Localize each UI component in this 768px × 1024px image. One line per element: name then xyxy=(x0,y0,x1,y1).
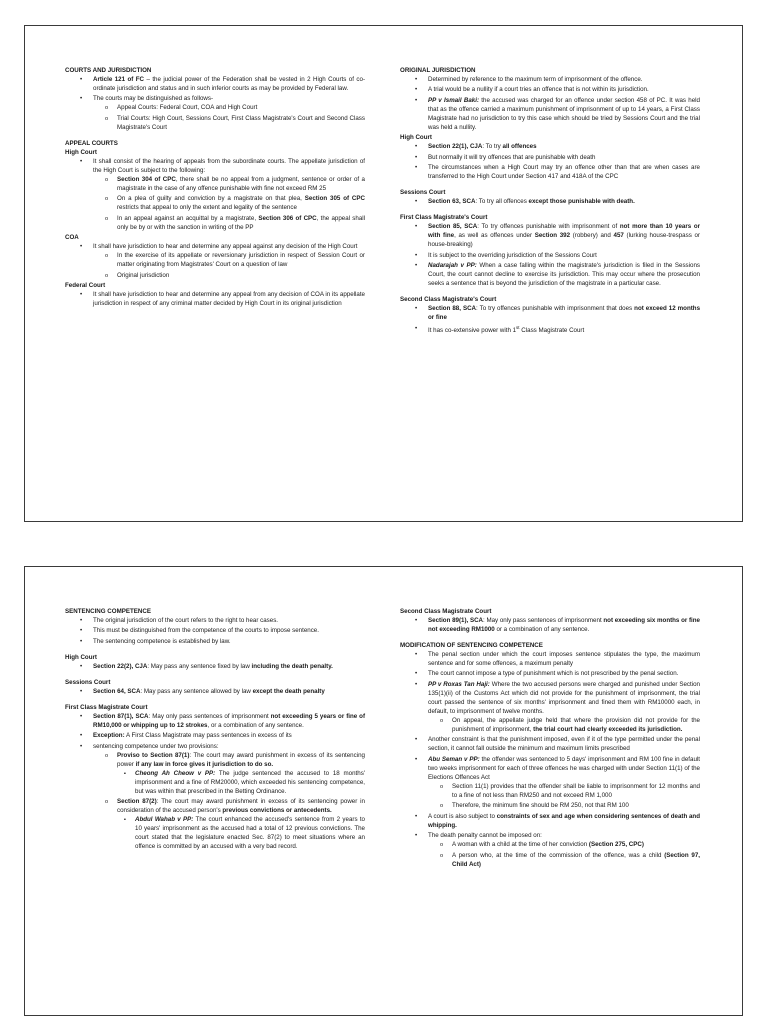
page2-right-column xyxy=(400,608,700,871)
item-text: It shall have jurisdiction to hear and determine any appeal against any decision of the High Court xyxy=(93,243,358,251)
bold-text: not exceed 12 months or fine xyxy=(428,305,701,322)
bold-ref: Section 22(1), CJA xyxy=(428,143,483,151)
list-item xyxy=(400,617,700,635)
item-text: : The court may award punishment in excess of its sentencing power xyxy=(117,751,365,768)
item-text: A woman with a child at the time of her conviction xyxy=(452,841,589,849)
bold-ref: Proviso to Section 87(1) xyxy=(117,751,190,759)
heading-first-class-magistrate: First Class Magistrate Court xyxy=(65,703,148,711)
bold-text: all offences xyxy=(502,143,537,151)
bullet-list xyxy=(400,651,700,870)
bold-ref: Section 85, SCA xyxy=(428,223,478,231)
document-page-2 xyxy=(24,566,743,1016)
list-item xyxy=(400,198,700,207)
bullet-list xyxy=(400,198,700,207)
sub-item xyxy=(97,272,365,281)
list-item xyxy=(400,325,700,336)
bold-text: including the death penalty. xyxy=(251,662,333,670)
item-text: sentencing competence under two provisions: xyxy=(93,742,219,750)
sub-sub-item xyxy=(117,816,365,852)
sub-item xyxy=(97,798,365,852)
sub-item xyxy=(97,115,365,133)
page1-right-column xyxy=(400,67,700,337)
heading-sentencing-competence: SENTENCING COMPETENCE xyxy=(65,608,151,615)
list-item xyxy=(400,154,700,163)
bullet-list xyxy=(65,243,365,280)
item-text: Where the two accused persons were charged and punished under Section 135(1)(ii) of the Customs Act which did not provide for the punishment of imprisonment, the trial court passed the sentence of six months' imprisonment and fined them with RM10000 each, in default, to imprisonment of twelve months. xyxy=(428,680,700,715)
bold-text: not exceeding six months or fine not exceeding RM1000 xyxy=(428,616,701,633)
list-item xyxy=(400,223,700,250)
heading-coa: COA xyxy=(65,234,79,242)
bold-ref: Section 306 of CPC xyxy=(258,214,317,222)
bullet-list xyxy=(400,617,700,635)
list-item xyxy=(400,143,700,152)
item-text: (lurking house-trespass or house-breaking) xyxy=(428,232,700,249)
bold-ref: (Section 275, CPC) xyxy=(588,841,644,849)
bold-ref: Section 88, SCA xyxy=(428,305,477,313)
sub-sub-item xyxy=(117,770,365,797)
bold-ref: Section 392 xyxy=(534,232,571,240)
list-item xyxy=(400,832,700,869)
list-item xyxy=(400,813,700,831)
item-text: This must be distinguished from the competence of the courts to impose sentence. xyxy=(93,627,319,635)
item-text: the offender was sentenced to 5 days' imprisonment and RM 100 fine in default two weeks imprisonment for each of three offences he was charged with under Section 11(1) of the Elections Offences Act xyxy=(428,755,700,781)
heading-first-class-magistrate: First Class Magistrate's Court xyxy=(400,214,488,222)
item-text: The penal section under which the court imposes sentence stipulates the type, the maximum sentence and for some offences, a maximum penalty xyxy=(428,650,700,667)
list-item xyxy=(65,158,365,233)
heading-courts-and-jurisdiction: COURTS AND JURISDICTION xyxy=(65,67,152,74)
item-text: A First Class Magistrate may pass sentences in excess of its xyxy=(124,732,292,740)
bold-ref: Section 89(1), SCA xyxy=(428,616,484,624)
bullet-list xyxy=(65,617,365,647)
list-item xyxy=(65,627,365,636)
page1-left-column xyxy=(65,67,365,311)
item-text: The judge sentenced the accused to 18 months' imprisonment and a fine of RM20000, which exceeded his sentencing competence, but was within that prescribed in the Betting Ordinance. xyxy=(135,769,365,795)
bullet-list xyxy=(65,663,365,672)
item-text: A court is also subject to xyxy=(428,812,497,820)
item-text: It has co-extensive power with 1 xyxy=(428,326,517,334)
case-name: PP v Ismail Baki: xyxy=(428,96,479,104)
heading-modification-of-sentencing: MODIFICATION OF SENTENCING COMPETENCE xyxy=(400,641,543,649)
superscript: st xyxy=(516,324,520,330)
item-text: But normally it will try offences that are punishable with death xyxy=(428,153,596,161)
list-item xyxy=(400,76,700,85)
list-item xyxy=(400,164,700,182)
bold-text: not exceeding 5 years or fine of RM10,000 or whipping up to 12 strokes xyxy=(93,712,366,729)
item-text: the accused was charged for an offence under section 458 of PC. It was held that as the offence carried a maximum punishment of imprisonment of up to 14 years, a First Class Magistrate had no jurisdiction to try this case which should be tried by Sessions Court and the trial was held a nullity. xyxy=(428,96,700,131)
bold-text: if any law in force gives it jurisdiction to do so. xyxy=(135,760,274,768)
bold-text: Exception: xyxy=(93,732,125,740)
list-item xyxy=(65,76,365,94)
list-item xyxy=(65,291,365,309)
item-text: Appeal Courts: Federal Court, COA and High Court xyxy=(117,104,258,112)
bullet-list xyxy=(65,76,365,133)
item-text: Trial Courts: High Court, Sessions Court, First Class Magistrate's Court and Second Class Magistrate's Court xyxy=(117,114,365,131)
bold-ref: Section 304 of CPC xyxy=(117,175,176,183)
item-text: In the exercise of its appellate or reversionary jurisdiction in respect of Session Court or matter originating from Magistrates' Court on a question of law xyxy=(117,252,365,269)
bold-ref: Section 305 of CPC xyxy=(304,195,366,203)
item-text: (robbery) and xyxy=(570,232,614,240)
list-item xyxy=(400,681,700,735)
heading-federal-court: Federal Court xyxy=(65,282,106,290)
item-text: : May pass any sentence allowed by law xyxy=(140,687,253,695)
list-item xyxy=(65,713,365,731)
item-text: It shall consist of the hearing of appeals from the subordinate courts. The appellate jurisdiction of the High Court is subject to the following: xyxy=(93,157,365,174)
item-text: Determined by reference to the maximum term of imprisonment of the offence. xyxy=(428,75,643,83)
heading-original-jurisdiction: ORIGINAL JURISDICTION xyxy=(400,67,476,74)
item-text: : To try xyxy=(482,143,503,151)
item-text: Another constraint is that the punishment imposed, even if it of the type permitted under the penal section, it cannot fall outside the minimum and maximum limits prescribed xyxy=(428,736,700,753)
list-item xyxy=(65,95,365,132)
sub-item xyxy=(432,841,700,850)
item-text: It is subject to the overriding jurisdiction of the Sessions Court xyxy=(428,251,597,259)
sub-item xyxy=(432,783,700,801)
bold-text: except those punishable with death. xyxy=(528,198,635,206)
sub-item xyxy=(432,802,700,811)
item-text: , the appeal shall only be by or with the sanction in writing of the PP xyxy=(117,214,366,231)
list-item xyxy=(400,651,700,669)
bullet-list xyxy=(400,76,700,133)
item-text: On a plea of guilty and conviction by a magistrate on that plea, xyxy=(117,195,305,203)
item-text: : May only pass sentences of imprisonment xyxy=(148,712,271,720)
sub-item xyxy=(432,717,700,735)
sub-item xyxy=(97,104,365,113)
bold-text: previous convictions or antecedents. xyxy=(222,807,332,815)
case-name: Abdul Wahab v PP: xyxy=(135,816,194,824)
item-text: Original jurisdiction xyxy=(117,271,170,279)
bold-ref: Article 121 of FC xyxy=(93,75,144,83)
list-item xyxy=(65,663,365,672)
item-text: The death penalty cannot be imposed on: xyxy=(428,832,542,840)
item-text: or a combination of any sentence. xyxy=(494,625,590,633)
list-item xyxy=(400,756,700,811)
item-text: The court cannot impose a type of punishment which is not prescribed by the penal section. xyxy=(428,670,679,678)
bullet-list xyxy=(400,223,700,289)
bullet-list xyxy=(65,158,365,233)
list-item xyxy=(400,252,700,261)
item-text: : May only pass sentences of imprisonment xyxy=(483,616,604,624)
item-text: : May pass any sentence fixed by law xyxy=(147,662,252,670)
bold-ref: Section 22(2), CJA xyxy=(93,662,148,670)
heading-appeal-courts: APPEAL COURTS xyxy=(65,139,118,147)
item-text: : The court may award punishment in excess of its sentencing power in consideration of the accused person's xyxy=(117,798,365,815)
list-item xyxy=(400,736,700,754)
item-text: , or a combination of any sentence. xyxy=(207,721,304,729)
item-text: The court enhanced the accused's sentence from 2 years to 10 years' imprisonment as the accused had a total of 12 previous convictions. The court stated that the legislature enacted Sec. 87(2) to meet situations where an offence is committed by an accused with a very bad record. xyxy=(135,816,365,851)
document-page-1 xyxy=(24,25,743,522)
item-text: Class Magistrate Court xyxy=(519,326,585,334)
item-text: The sentencing competence is established by law. xyxy=(93,637,231,645)
bold-text: constraints of sex and age when considering sentences of death and whipping. xyxy=(428,812,700,829)
heading-sessions-court: Sessions Court xyxy=(400,189,446,197)
list-item xyxy=(65,732,365,741)
item-text: On appeal, the appellate judge held that where the provision did not provide for the punishment of imprisonment, xyxy=(452,716,700,733)
heading-high-court: High Court xyxy=(65,653,97,661)
item-text: , as well as offences under xyxy=(454,232,535,240)
item-text: Section 11(1) provides that the offender shall be liable to imprisonment for 12 months and to a fine of not less than RM250 and not exceed RM 1,000 xyxy=(452,782,700,799)
bold-ref: 457 xyxy=(613,232,624,240)
item-text: Therefore, the minimum fine should be RM 250, not that RM 100 xyxy=(452,802,629,810)
case-name: PP v Roxas Tan Haji: xyxy=(428,680,490,688)
list-item xyxy=(65,688,365,697)
bold-ref: (Section 97, Child Act) xyxy=(452,851,700,868)
item-text: : To try offences punishable with imprisonment that does xyxy=(476,305,635,313)
item-text: A person who, at the time of the commission of the offence, was a child xyxy=(452,851,665,859)
list-item xyxy=(65,617,365,626)
bullet-list xyxy=(65,291,365,309)
bold-ref: Section 64, SCA xyxy=(93,687,141,695)
item-text: : To try all offences xyxy=(475,198,529,206)
sub-item xyxy=(97,252,365,270)
sub-item xyxy=(97,215,365,233)
case-name: Abu Seman v PP: xyxy=(428,755,480,763)
bold-ref: Section 63, SCA xyxy=(428,198,476,206)
bullet-list xyxy=(400,305,700,336)
list-item xyxy=(400,670,700,679)
item-text: A trial would be a nullity if a court tries an offence that is not within its jurisdiction. xyxy=(428,86,649,94)
bold-text: except the death penalty xyxy=(252,687,325,695)
heading-second-class-magistrate: Second Class Magistrate's Court xyxy=(400,296,497,304)
sub-item xyxy=(97,176,365,194)
bullet-list xyxy=(400,143,700,182)
item-text: It shall have jurisdiction to hear and determine any appeal from any decision of COA in its appellate jurisdiction in respect of any criminal matter decided by High Court in its original jurisdiction xyxy=(93,291,365,308)
item-text: restricts that appeal to only the extent and legality of the sentence xyxy=(117,204,297,212)
list-item xyxy=(400,86,700,95)
bullet-list xyxy=(65,713,365,852)
item-text: The original jurisdiction of the court refers to the right to hear cases. xyxy=(93,616,279,624)
list-item xyxy=(65,243,365,280)
sub-item xyxy=(432,852,700,870)
item-text: , there shall be no appeal from a judgment, sentence or order of a magistrate in the case of any offence punishable with fine not exceed RM 25 xyxy=(117,175,365,192)
bold-ref: Section 87(1), SCA xyxy=(93,712,149,720)
item-text: In an appeal against an acquittal by a magistrate, xyxy=(117,214,259,222)
heading-high-court: High Court xyxy=(65,148,97,156)
bullet-list xyxy=(65,688,365,697)
item-text: : To try offences punishable with imprisonment of xyxy=(477,223,620,231)
sub-item xyxy=(97,195,365,213)
item-text: The circumstances when a High Court may try an offence other than that are when cases are transferred to the High Court under Section 417 and 418A of the CPC xyxy=(428,164,700,181)
heading-sessions-court: Sessions Court xyxy=(65,678,111,686)
list-item xyxy=(65,638,365,647)
list-item xyxy=(65,743,365,852)
item-text: – the judicial power of the Federation shall be vested in 2 High Courts of co-ordinate jurisdiction and status and in such inferior courts as may be provided by Federal law. xyxy=(93,75,365,92)
heading-high-court: High Court xyxy=(400,134,432,142)
list-item xyxy=(400,262,700,289)
case-name: Cheong Ah Cheow v PP: xyxy=(135,769,216,777)
heading-second-class-magistrate: Second Class Magistrate Court xyxy=(400,608,492,615)
case-name: Nadarajah v PP: xyxy=(428,262,477,270)
bold-text: the trial court had clearly exceeded its jurisdiction. xyxy=(533,725,683,733)
sub-item xyxy=(97,752,365,797)
list-item xyxy=(400,305,700,323)
item-text: The courts may be distinguished as follows- xyxy=(93,95,214,103)
bold-ref: Section 87(2) xyxy=(117,798,157,806)
list-item xyxy=(400,97,700,133)
page2-left-column xyxy=(65,608,365,854)
item-text: When a case falling within the magistrate's jurisdiction is filed in the Sessions Court, the court cannot decline to exercise its jurisdiction. This may occur where the prosecution seeks a sentence that is beyond the jurisdiction of the magistrate in a particular case. xyxy=(428,262,700,288)
bold-text: not more than 10 years or with fine xyxy=(428,223,701,240)
